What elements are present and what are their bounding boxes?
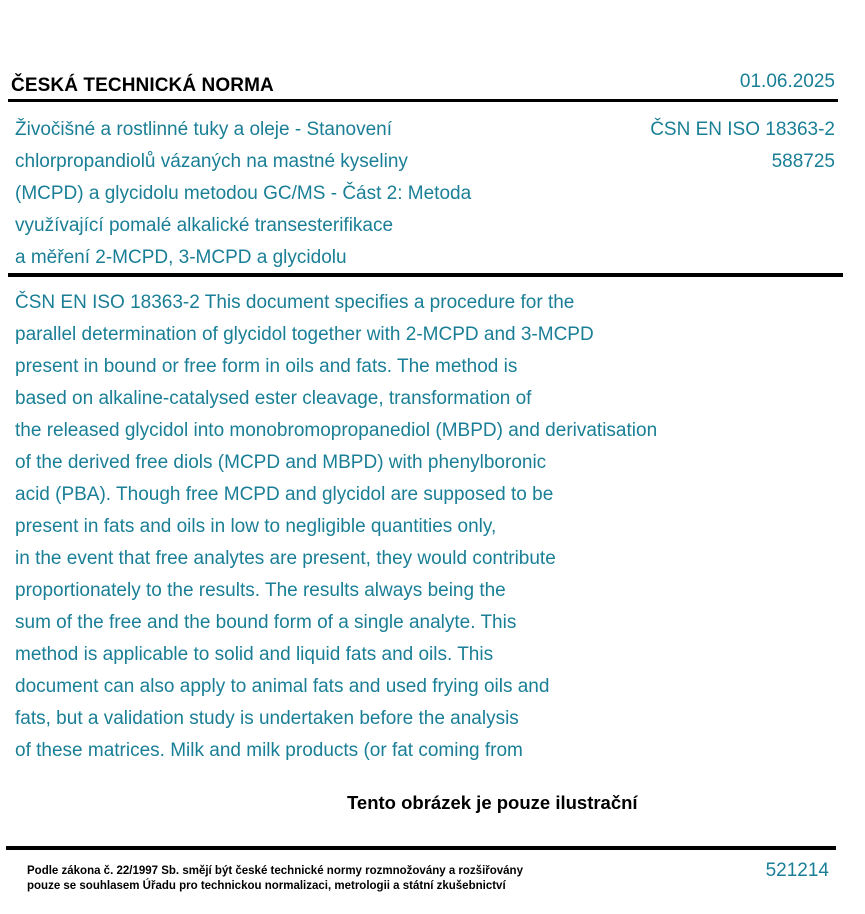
copyright-notice: [27, 864, 523, 894]
abstract-line: the released glycidol into monobromopropanediol (MBPD) and derivatisation: [15, 420, 658, 441]
copyright-notice-line: Podle zákona č. 22/1997 Sb. smějí být české technické normy rozmnožovány a rozšiřovány: [27, 865, 523, 877]
header-divider: [8, 99, 838, 102]
abstract-line: acid (PBA). Though free MCPD and glycidol are supposed to be: [15, 484, 554, 505]
abstract-line: ČSN EN ISO 18363-2 This document specifies a procedure for the: [15, 292, 575, 313]
abstract-line: of these matrices. Milk and milk products (or fat coming from: [15, 740, 523, 761]
abstract-line: method is applicable to solid and liquid fats and oils. This: [15, 644, 494, 665]
abstract-text: [15, 287, 657, 767]
abstract-line: document can also apply to animal fats and used frying oils and: [15, 676, 550, 697]
copyright-notice-line: pouze se souhlasem Úřadu pro technickou normalizaci, metrologii a státní zkušebnictví: [27, 880, 506, 892]
footer-code: 521214: [765, 860, 829, 881]
abstract-line: based on alkaline-catalysed ester cleavage, transformation of: [15, 388, 532, 409]
catalog-number: 588725: [771, 151, 835, 172]
abstract-line: present in bound or free form in oils and fats. The method is: [15, 356, 518, 377]
standard-title-line: (MCPD) a glycidolu metodou GC/MS - Část 2: Metoda: [15, 183, 472, 204]
abstract-line: fats, but a validation study is undertaken before the analysis: [15, 708, 519, 729]
title-divider: [8, 273, 843, 277]
standard-designation: ČSN EN ISO 18363-2: [650, 119, 835, 140]
footer-divider: [6, 846, 836, 850]
abstract-line: present in fats and oils in low to negligible quantities only,: [15, 516, 497, 537]
abstract-line: parallel determination of glycidol together with 2-MCPD and 3-MCPD: [15, 324, 594, 345]
standard-title-line: využívající pomalé alkalické transesterifikace: [15, 215, 394, 236]
abstract-line: proportionately to the results. The results always being the: [15, 580, 506, 601]
publication-date: 01.06.2025: [739, 71, 835, 92]
standard-identifiers: [650, 114, 835, 178]
illustration-disclaimer: Tento obrázek je pouze ilustrační: [347, 792, 638, 813]
abstract-line: sum of the free and the bound form of a single analyte. This: [15, 612, 517, 633]
standard-title-line: chlorpropandiolů vázaných na mastné kyseliny: [15, 151, 408, 172]
standard-title-line: a měření 2-MCPD, 3-MCPD a glycidolu: [15, 247, 347, 268]
standard-title: [15, 114, 471, 274]
standard-title-line: Živočišné a rostlinné tuky a oleje - Stanovení: [15, 119, 393, 140]
document-header-title: ČESKÁ TECHNICKÁ NORMA: [11, 75, 274, 96]
abstract-line: in the event that free analytes are present, they would contribute: [15, 548, 556, 569]
abstract-line: of the derived free diols (MCPD and MBPD) with phenylboronic: [15, 452, 547, 473]
